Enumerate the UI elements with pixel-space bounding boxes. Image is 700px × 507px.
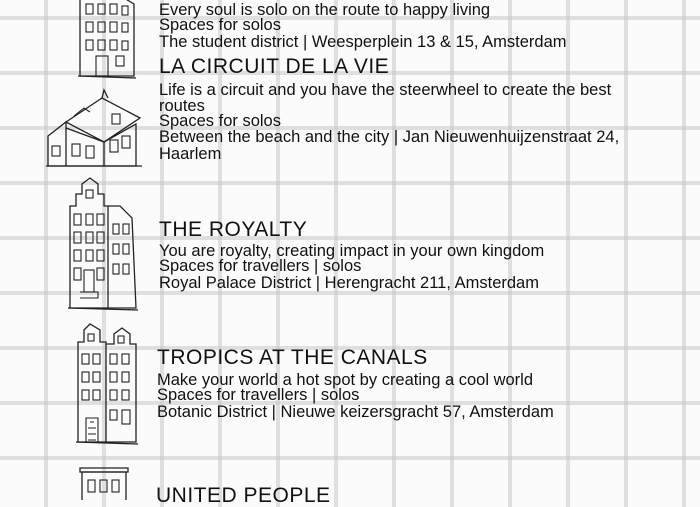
listing-location: Between the beach and the city | Jan Nieuwenhuijzenstraat 24, Haarlem (159, 128, 620, 163)
listing-spaces: Spaces for travellers | solos (157, 386, 360, 404)
listing-description: Make your world a hot spot by creating a cool world (157, 371, 534, 389)
listing-title: TROPICS AT THE CANALS (157, 346, 428, 369)
listing-spaces: Spaces for solos (159, 16, 281, 34)
listing-title: LA CIRCUIT DE LA VIE (159, 55, 390, 78)
listing-title: UNITED PEOPLE (156, 484, 331, 507)
listing-description: You are royalty, creating impact in your own kingdom (159, 242, 545, 260)
listing-spaces: Spaces for travellers | solos (159, 257, 362, 275)
listing-title: THE ROYALTY (159, 218, 308, 241)
listing-description: Every soul is solo on the route to happy living (159, 1, 491, 19)
listing-location: Botanic District | Nieuwe keizersgracht 57, Amsterdam (157, 403, 554, 421)
canal-house-icon (78, 466, 134, 500)
listing-description: Life is a circuit and you have the steerwheel to create the best routes (159, 81, 612, 115)
listing-location: Royal Palace District | Herengracht 211, Amsterdam (159, 274, 539, 292)
listing-location: The student district | Weesperplein 13 & 15, Amsterdam (159, 33, 567, 51)
listing-spaces: Spaces for solos (159, 112, 281, 130)
